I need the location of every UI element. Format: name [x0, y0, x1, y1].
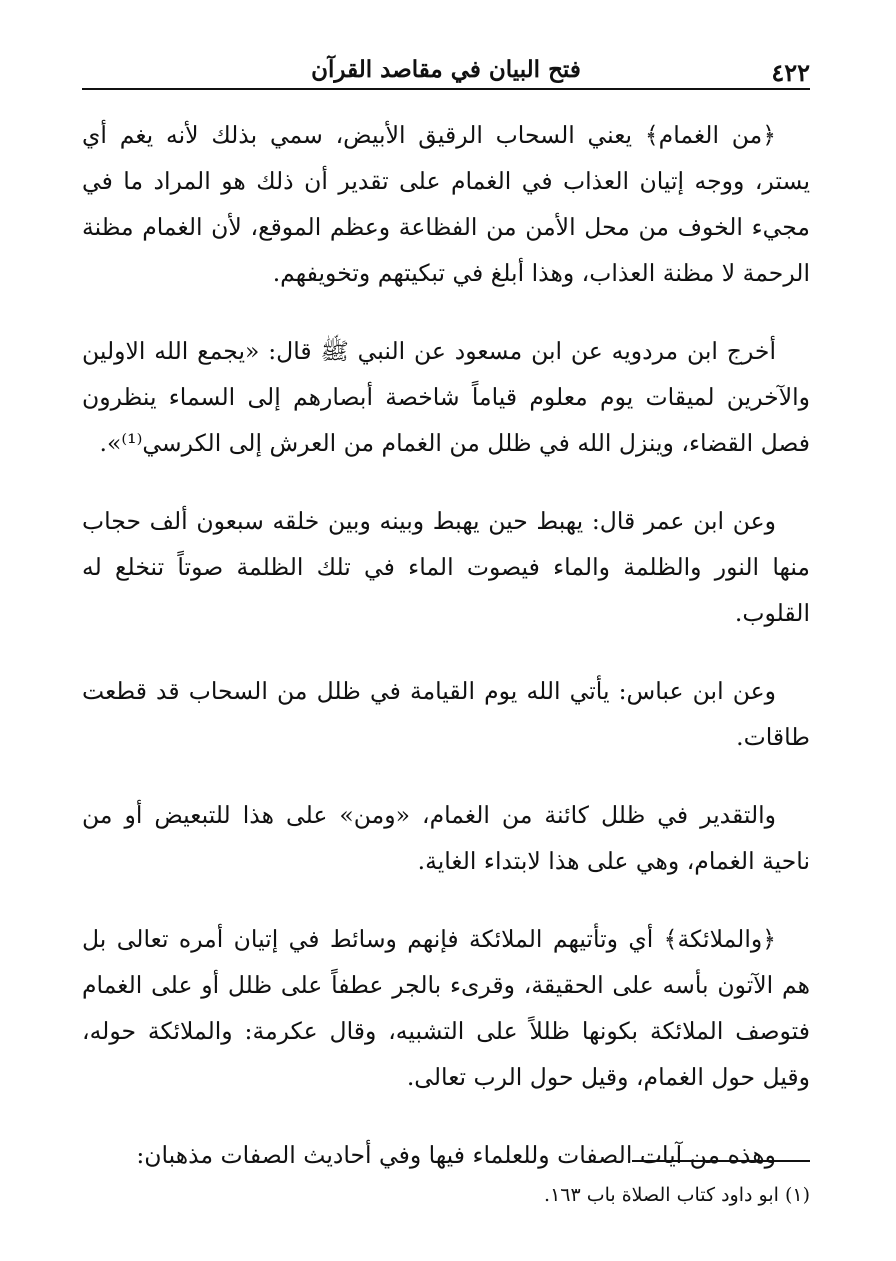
page-header: [82, 52, 810, 90]
footnote: (١) ابو داود كتاب الصلاة باب ١٦٣.: [544, 1184, 810, 1206]
paragraph-1: ﴿من الغمام﴾ يعني السحاب الرقيق الأبيض، سمي بذلك لأنه يغم أي يستر، ووجه إتيان العذاب في الغمام على تقدير أن ذلك هو المراد ما في مجيء الخوف من محل الأمن من الفظاعة وعظم الموقع، لأن الغمام مظنة الرحمة لا مظنة العذاب، وهذا أبلغ في تبكيتهم وتخويفهم.: [82, 121, 810, 287]
footnote-divider: [632, 1160, 810, 1162]
running-title: فتح البيان في مقاصد القرآن: [311, 56, 581, 83]
paragraph-4: وعن ابن عباس: يأتي الله يوم القيامة في ظلل من السحاب قد قطعت طاقات.: [82, 677, 810, 751]
body-text: [82, 112, 810, 1210]
paragraph-6: ﴿والملائكة﴾ أي وتأتيهم الملائكة فإنهم وسائط في إتيان أمره تعالى بل هم الآتون بأسه على الحقيقة، وقرىء بالجر عطفاً على ظلل أو على الغمام فتوصف الملائكة بكونها ظللاً على التشبيه، وقال عكرمة: والملائكة حوله، وقيل حول الغمام، وقيل حول الرب تعالى.: [82, 925, 810, 1091]
paragraph-3: وعن ابن عمر قال: يهبط حين يهبط وبينه وبين خلقه سبعون ألف حجاب منها النور والظلمة والماء فيصوت الماء في تلك الظلمة صوتاً تنخلع له القلوب.: [82, 507, 810, 627]
paragraph-2: أخرج ابن مردويه عن ابن مسعود عن النبي ﷺ قال: «يجمع الله الاولين والآخرين لميقات يوم معلوم قياماً شاخصة أبصارهم إلى السماء ينظرون فصل القضاء، وينزل الله في ظلل من الغمام من العرش إلى الكرسي⁽¹⁾».: [82, 337, 810, 457]
paragraph-7: وهذه من آيات الصفات وللعلماء فيها وفي أحاديث الصفات مذهبان:: [136, 1141, 776, 1169]
paragraph-5: والتقدير في ظلل كائنة من الغمام، «ومن» على هذا للتبعيض أو من ناحية الغمام، وهي على هذا لابتداء الغاية.: [82, 801, 810, 875]
page-number: ٤٢٢: [771, 58, 810, 87]
